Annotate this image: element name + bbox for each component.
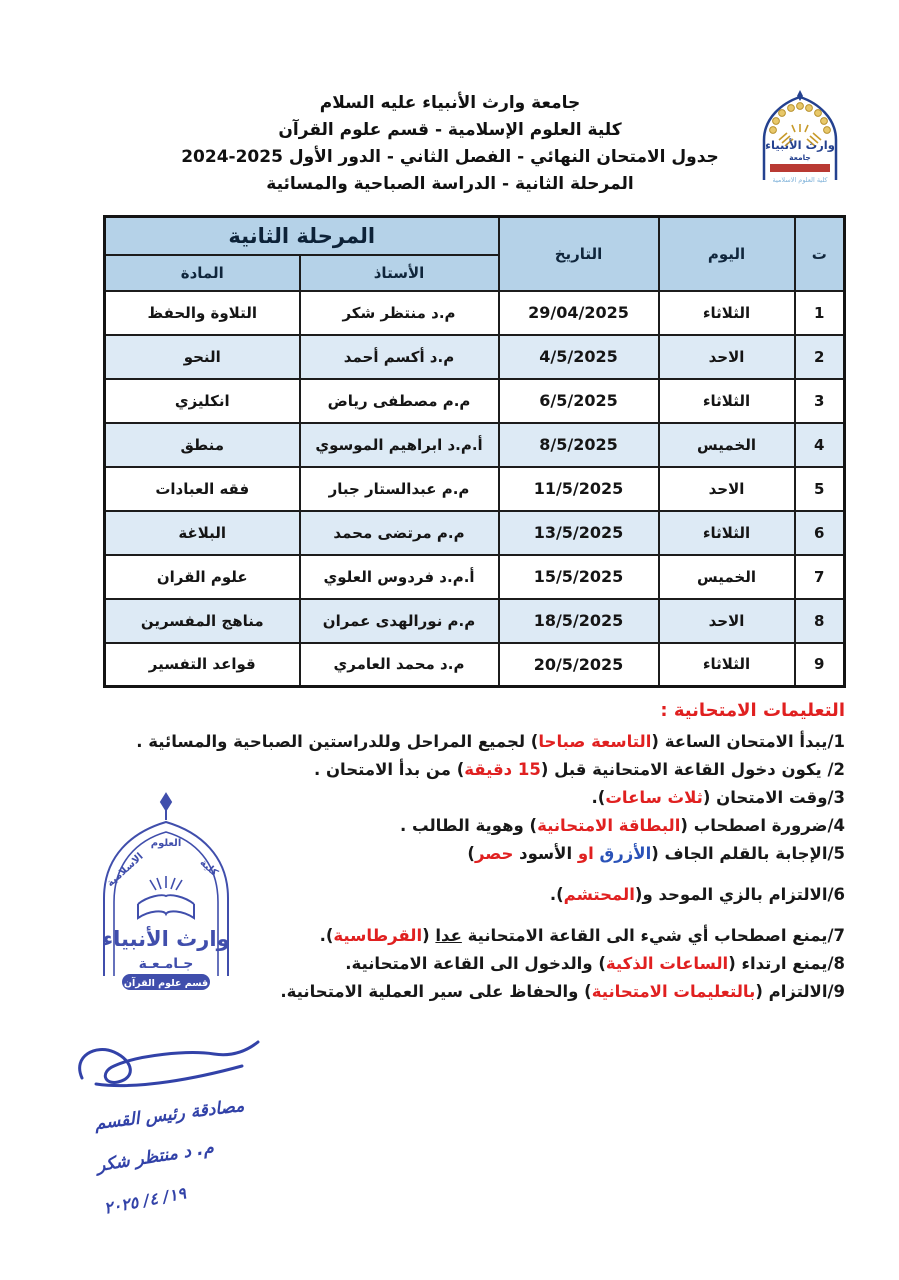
cell-subject: علوم القران	[105, 555, 300, 599]
cell-day: الاحد	[659, 335, 795, 379]
instruction-text: ) لجميع المراحل وللدراستين الصباحية والمسائية .	[136, 732, 539, 751]
stamp-word: جـامـعـة	[138, 956, 194, 972]
cell-professor: أ.م.د ابراهيم الموسوي	[300, 423, 499, 467]
cell-professor: م.م عبدالستار جبار	[300, 467, 499, 511]
col-header-subject: المادة	[105, 255, 300, 291]
cell-index: 4	[795, 423, 845, 467]
instruction-text: 6/الالتزام بالزي الموحد و(	[634, 885, 845, 904]
instruction-text: ) والدخول الى القاعة الامتحانية.	[345, 954, 606, 973]
instruction-text: )	[467, 844, 475, 863]
instruction-highlight: ثلاث ساعات	[605, 788, 703, 807]
table-row	[105, 291, 845, 335]
cell-subject: فقه العبادات	[105, 467, 300, 511]
table-row	[105, 423, 845, 467]
cell-subject: انكليزي	[105, 379, 300, 423]
instruction-text: 4/ضرورة اصطحاب (	[680, 816, 845, 835]
instruction-text: ).	[549, 885, 564, 904]
department-stamp	[66, 790, 270, 1022]
instruction-text: ).	[319, 926, 334, 945]
instruction-highlight: حصر	[474, 844, 514, 863]
cell-index: 8	[795, 599, 845, 643]
table-row	[105, 379, 845, 423]
instruction-highlight: 15 دقيقة	[464, 760, 541, 779]
exam-schedule-table	[103, 215, 846, 688]
cell-professor: م.د منتظر شكر	[300, 291, 499, 335]
table-header	[105, 217, 845, 291]
university-logo-icon	[744, 88, 856, 192]
cell-day: الثلاثاء	[659, 379, 795, 423]
cell-subject: البلاغة	[105, 511, 300, 555]
stamp-arc-word-2: العلوم	[150, 838, 182, 849]
table-row	[105, 555, 845, 599]
instruction-text: 1/يبدأ الامتحان الساعة (	[651, 732, 845, 751]
instruction-text: ) من بدأ الامتحان .	[313, 760, 465, 779]
signature-block	[38, 1020, 288, 1230]
cell-date: 11/5/2025	[499, 467, 659, 511]
logo-red-band	[770, 164, 830, 172]
table-row	[105, 643, 845, 687]
cell-day: الاحد	[659, 467, 795, 511]
instructions-title: التعليمات الامتحانية :	[660, 700, 845, 721]
signature-name: م. د منتظر شكر	[95, 1137, 216, 1177]
instruction-highlight: بالتعليمات الامتحانية	[591, 982, 756, 1001]
table-row	[105, 335, 845, 379]
header-college-department: كلية العلوم الإسلامية - قسم علوم القرآن	[278, 120, 622, 140]
signature-icon	[38, 1020, 288, 1230]
table-row	[105, 467, 845, 511]
table-row	[105, 511, 845, 555]
instruction-highlight: القرطاسية	[333, 926, 423, 945]
header-schedule-title: جدول الامتحان النهائي - الفصل الثاني - الدور الأول 2025-2024	[181, 147, 719, 167]
instruction-text: 7/يمنع اصطحاب أي شيء الى القاعة الامتحانية	[461, 926, 845, 945]
cell-day: الاحد	[659, 599, 795, 643]
cell-professor: م.د أكسم أحمد	[300, 335, 499, 379]
cell-index: 5	[795, 467, 845, 511]
university-logo	[744, 88, 856, 192]
stamp-banner-text: قسم علوم القرآن	[123, 978, 209, 989]
instruction-text: 2/ يكون دخول القاعة الامتحانية قبل (	[540, 760, 845, 779]
cell-date: 13/5/2025	[499, 511, 659, 555]
instruction-item	[85, 728, 845, 756]
cell-date: 20/5/2025	[499, 643, 659, 687]
stamp-icon	[66, 790, 270, 1022]
instruction-highlight: التاسعة صباحا	[538, 732, 652, 751]
cell-subject: النحو	[105, 335, 300, 379]
stamp-arc-word-1: كلية	[197, 857, 220, 879]
cell-professor: م.د محمد العامري	[300, 643, 499, 687]
table-stage-title: المرحلة الثانية	[105, 217, 499, 255]
cell-date: 29/04/2025	[499, 291, 659, 335]
table-body	[105, 291, 845, 687]
cell-index: 7	[795, 555, 845, 599]
signature-date: ١٩/ ٤/ ٢٠٢٥	[102, 1183, 188, 1218]
logo-subtext: كلية العلوم الاسلامية	[772, 176, 828, 184]
stamp-arc-word-3: الاسلامية	[105, 851, 146, 890]
table-row	[105, 599, 845, 643]
cell-day: الخميس	[659, 423, 795, 467]
cell-index: 3	[795, 379, 845, 423]
cell-index: 6	[795, 511, 845, 555]
cell-date: 4/5/2025	[499, 335, 659, 379]
cell-professor: م.م مرتضى محمد	[300, 511, 499, 555]
cell-date: 8/5/2025	[499, 423, 659, 467]
instruction-highlight: البطاقة الامتحانية	[537, 816, 681, 835]
instruction-highlight: الساعات الذكية	[605, 954, 729, 973]
instruction-text: 5/الإجابة بالقلم الجاف (	[651, 844, 845, 863]
instruction-text: 3/وقت الامتحان (	[702, 788, 845, 807]
cell-professor: أ.م.د فردوس العلوي	[300, 555, 499, 599]
cell-professor: م.م نورالهدى عمران	[300, 599, 499, 643]
cell-subject: مناهج المفسرين	[105, 599, 300, 643]
signature-role: مصادقة رئيس القسم	[93, 1095, 246, 1135]
col-header-index: ت	[795, 217, 845, 291]
cell-day: الخميس	[659, 555, 795, 599]
instruction-text: 8/يمنع ارتداء (	[728, 954, 845, 973]
cell-date: 18/5/2025	[499, 599, 659, 643]
instruction-item	[85, 756, 845, 784]
instruction-text: ) وهوية الطالب .	[400, 816, 538, 835]
cell-subject: منطق	[105, 423, 300, 467]
cell-day: الثلاثاء	[659, 511, 795, 555]
logo-calligraphy: وارث الأنبياء	[765, 138, 835, 152]
instruction-text: ) والحفاظ على سير العملية الامتحانية.	[280, 982, 592, 1001]
cell-index: 1	[795, 291, 845, 335]
header-stage-line: المرحلة الثانية - الدراسة الصباحية والمسائية	[266, 174, 634, 194]
instruction-highlight: المحتشم	[563, 885, 635, 904]
logo-word: جامعة	[789, 153, 811, 162]
instruction-highlight: عدا	[435, 926, 462, 945]
stamp-calligraphy: وارث الأنبياء	[102, 927, 230, 951]
instruction-highlight: الأزرق	[599, 844, 652, 863]
cell-date: 15/5/2025	[499, 555, 659, 599]
cell-index: 2	[795, 335, 845, 379]
cell-day: الثلاثاء	[659, 643, 795, 687]
col-header-professor: الأستاذ	[300, 255, 499, 291]
header-university-name: جامعة وارث الأنبياء عليه السلام	[319, 93, 581, 113]
cell-subject: التلاوة والحفظ	[105, 291, 300, 335]
cell-day: الثلاثاء	[659, 291, 795, 335]
document-header	[120, 90, 780, 198]
instruction-text: ).	[591, 788, 606, 807]
instruction-text: (	[422, 926, 436, 945]
cell-subject: قواعد التفسير	[105, 643, 300, 687]
cell-professor: م.م مصطفى رياض	[300, 379, 499, 423]
instruction-text: الأسود	[513, 844, 578, 863]
col-header-day: اليوم	[659, 217, 795, 291]
instruction-text: 9/الالتزام (	[755, 982, 845, 1001]
cell-index: 9	[795, 643, 845, 687]
col-header-date: التاريخ	[499, 217, 659, 291]
cell-date: 6/5/2025	[499, 379, 659, 423]
instruction-highlight: او	[577, 844, 594, 863]
